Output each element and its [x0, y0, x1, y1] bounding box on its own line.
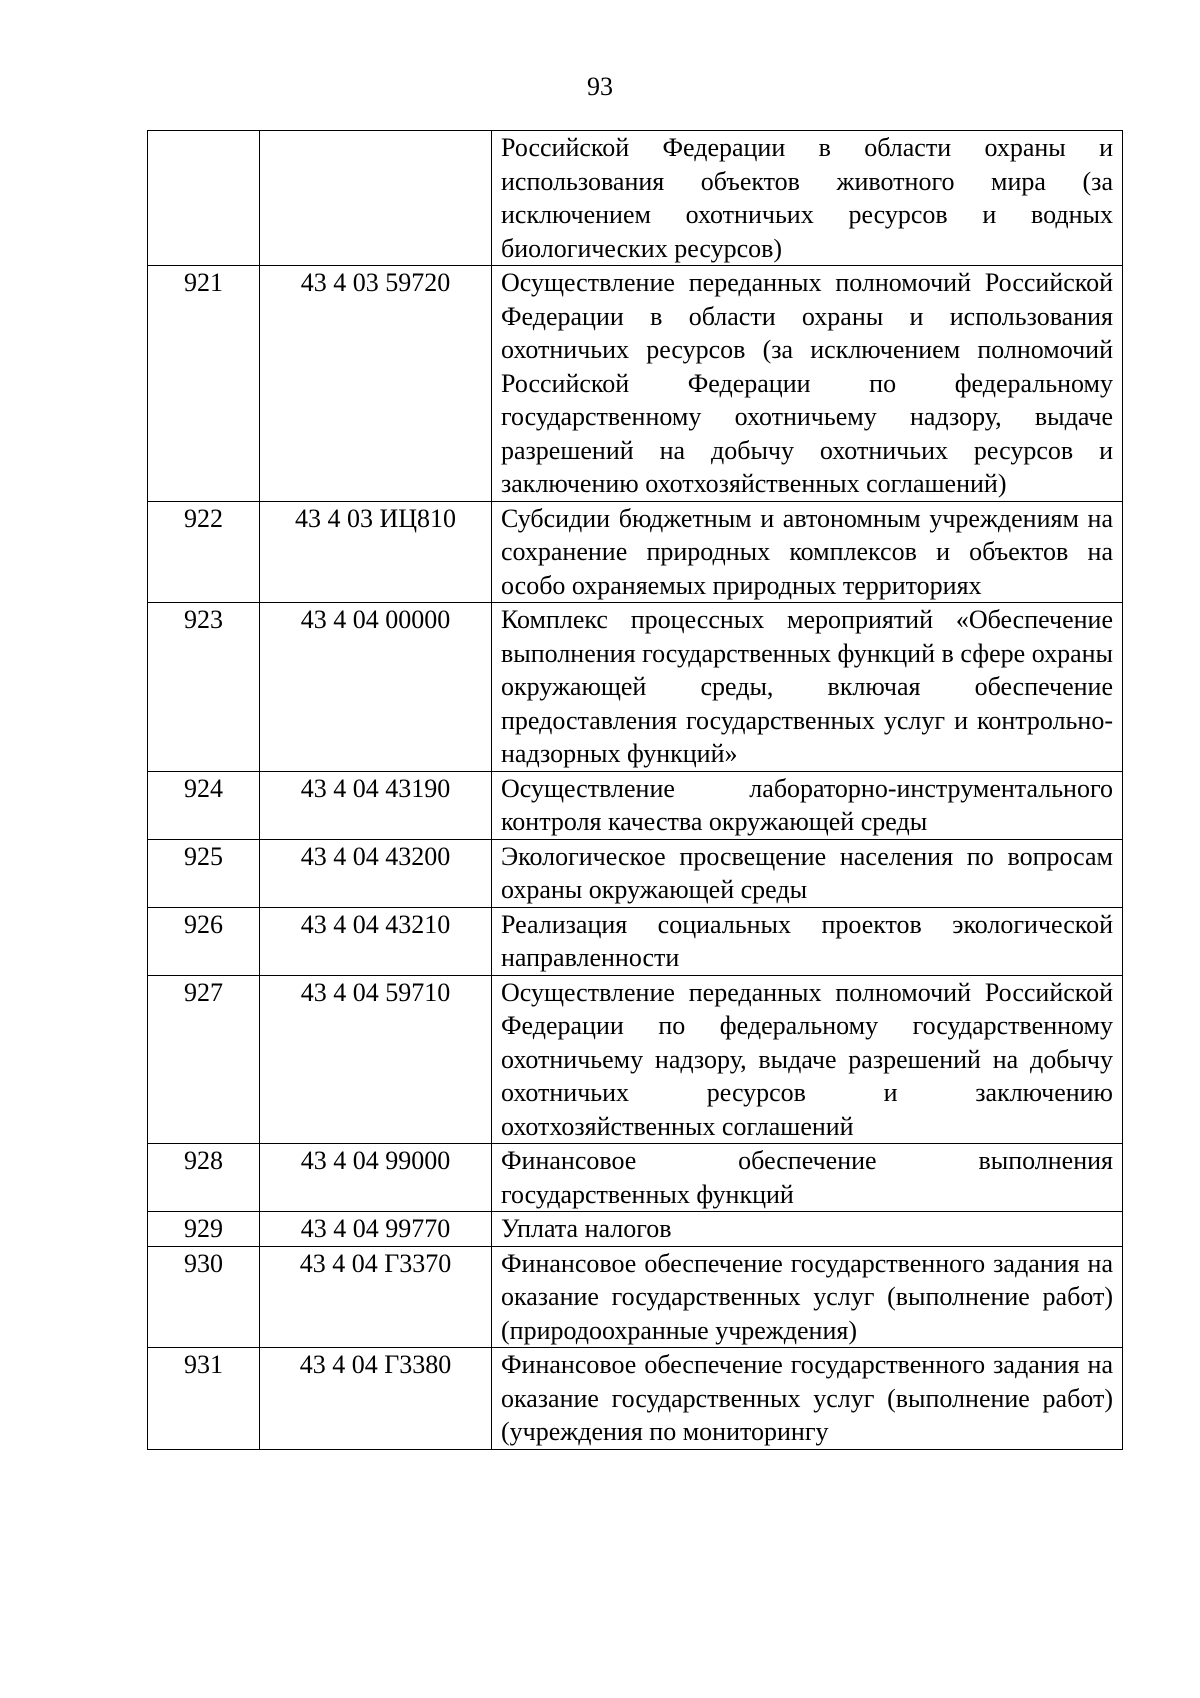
target-code: 43 4 04 43190: [260, 771, 492, 839]
row-description: Реализация социальных проектов экологической направленности: [492, 907, 1123, 975]
row-number: 930: [148, 1246, 260, 1348]
row-number: 925: [148, 839, 260, 907]
target-code: 43 4 04 43210: [260, 907, 492, 975]
row-description: Финансовое обеспечение государственного задания на оказание государственных услуг (выполнение работ) (природоохранные учреждения): [492, 1246, 1123, 1348]
table-row: [148, 839, 1123, 907]
budget-classification-table: [147, 130, 1123, 1450]
row-description: Финансовое обеспечение государственного задания на оказание государственных услуг (выполнение работ) (учреждения по мониторингу: [492, 1348, 1123, 1450]
table-row: [148, 771, 1123, 839]
row-number: 927: [148, 975, 260, 1144]
target-code: 43 4 04 00000: [260, 603, 492, 772]
page-number: 93: [587, 72, 613, 101]
table-row: [148, 501, 1123, 603]
target-code: 43 4 04 99000: [260, 1144, 492, 1212]
row-number: 924: [148, 771, 260, 839]
target-code: [260, 131, 492, 266]
row-description: Уплата налогов: [492, 1212, 1123, 1247]
row-number: 928: [148, 1144, 260, 1212]
table-row: [148, 1144, 1123, 1212]
row-description: Субсидии бюджетным и автономным учреждениям на сохранение природных комплексов и объектов на особо охраняемых природных территориях: [492, 501, 1123, 603]
row-number: 929: [148, 1212, 260, 1247]
target-code: 43 4 04 59710: [260, 975, 492, 1144]
target-code: 43 4 03 ИЦ810: [260, 501, 492, 603]
target-code: 43 4 04 Г3370: [260, 1246, 492, 1348]
table-row: [148, 907, 1123, 975]
row-description: Осуществление переданных полномочий Российской Федерации по федеральному государственному охотничьему надзору, выдаче разрешений на добычу охотничьих ресурсов и заключению охотхозяйственных соглашений: [492, 975, 1123, 1144]
target-code: 43 4 04 Г3380: [260, 1348, 492, 1450]
table-row: [148, 1348, 1123, 1450]
row-description: Финансовое обеспечение выполнения государственных функций: [492, 1144, 1123, 1212]
row-number: 922: [148, 501, 260, 603]
table-row: [148, 603, 1123, 772]
row-number: 931: [148, 1348, 260, 1450]
table-row: [148, 266, 1123, 502]
target-code: 43 4 03 59720: [260, 266, 492, 502]
table-row: [148, 1246, 1123, 1348]
row-description: Экологическое просвещение населения по вопросам охраны окружающей среды: [492, 839, 1123, 907]
table-row: [148, 131, 1123, 266]
target-code: 43 4 04 99770: [260, 1212, 492, 1247]
row-description: Комплекс процессных мероприятий «Обеспечение выполнения государственных функций в сфере охраны окружающей среды, включая обеспечение предоставления государственных услуг и контрольно-надзорных функций»: [492, 603, 1123, 772]
row-number: [148, 131, 260, 266]
row-description: Российской Федерации в области охраны и использования объектов животного мира (за исключением охотничьих ресурсов и водных биологических ресурсов): [492, 131, 1123, 266]
row-description: Осуществление лабораторно-инструментального контроля качества окружающей среды: [492, 771, 1123, 839]
row-number: 923: [148, 603, 260, 772]
table-row: [148, 1212, 1123, 1247]
row-description: Осуществление переданных полномочий Российской Федерации в области охраны и использования охотничьих ресурсов (за исключением полномочий Российской Федерации по федеральному государственному охотничьему надзору, выдаче разрешений на добычу охотничьих ресурсов и заключению охотхозяйственных соглашений): [492, 266, 1123, 502]
table-row: [148, 975, 1123, 1144]
row-number: 926: [148, 907, 260, 975]
row-number: 921: [148, 266, 260, 502]
target-code: 43 4 04 43200: [260, 839, 492, 907]
